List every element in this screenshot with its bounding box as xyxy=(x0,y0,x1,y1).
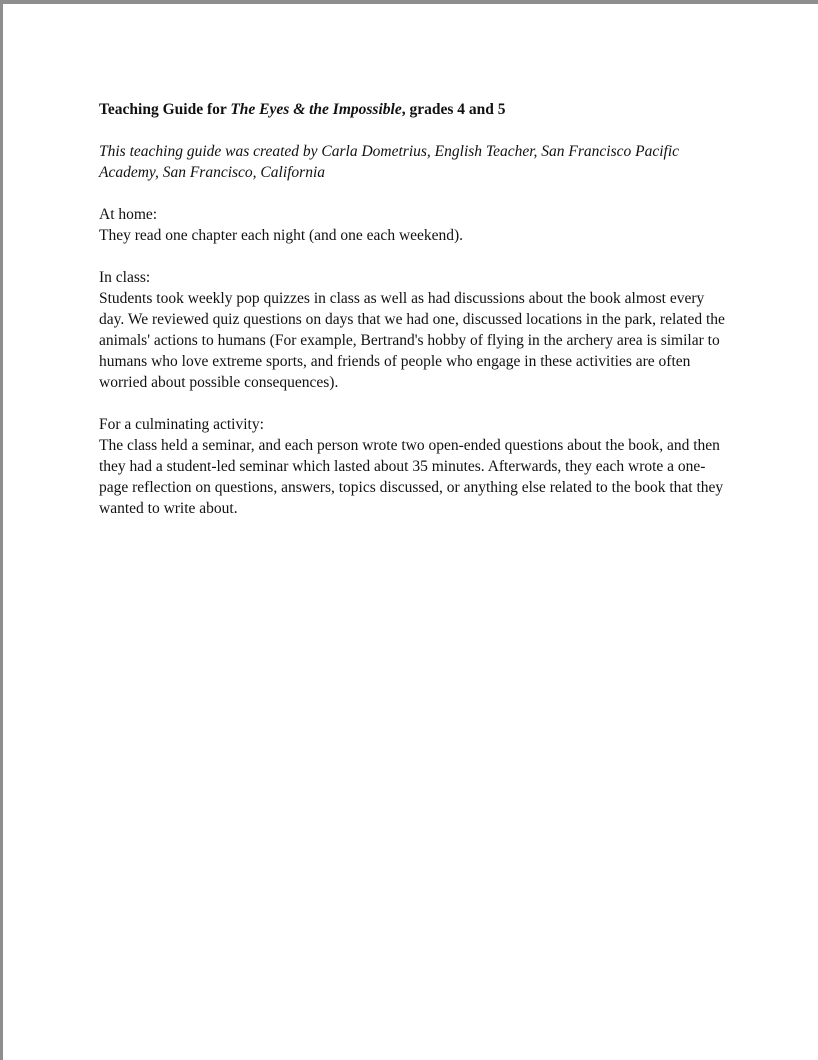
section-in-class xyxy=(99,267,729,393)
section-body: They read one chapter each night (and one each weekend). xyxy=(99,227,464,244)
section-heading: At home: xyxy=(99,206,158,223)
page-content xyxy=(99,99,729,540)
section-at-home xyxy=(99,204,729,246)
document-page xyxy=(3,4,818,1060)
section-heading: In class: xyxy=(99,269,151,286)
section-culminating-activity xyxy=(99,414,729,519)
author-credit: This teaching guide was created by Carla Dometrius, English Teacher, San Francisco Pacific Academy, San Francisco, California xyxy=(99,143,680,181)
section-body: Students took weekly pop quizzes in class as well as had discussions about the book almost every day. We reviewed quiz questions on days that we had one, discussed locations in the park, related the animals' actions to humans (For example, Bertrand's hobby of flying in the archery area is similar to humans who love extreme sports, and friends of people who engage in these activities are often worried about possible consequences). xyxy=(99,290,725,391)
section-heading: For a culminating activity: xyxy=(99,416,264,433)
title-prefix: Teaching Guide for xyxy=(99,101,231,118)
book-title: The Eyes & the Impossible xyxy=(230,101,402,118)
title-suffix: , grades 4 and 5 xyxy=(401,101,506,118)
document-title xyxy=(99,99,729,120)
section-body: The class held a seminar, and each person wrote two open-ended questions about the book, and then they had a student-led seminar which lasted about 35 minutes. Afterwards, they each wrote a one-page reflection on questions, answers, topics discussed, or anything else related to the book that they wanted to write about. xyxy=(99,437,724,517)
